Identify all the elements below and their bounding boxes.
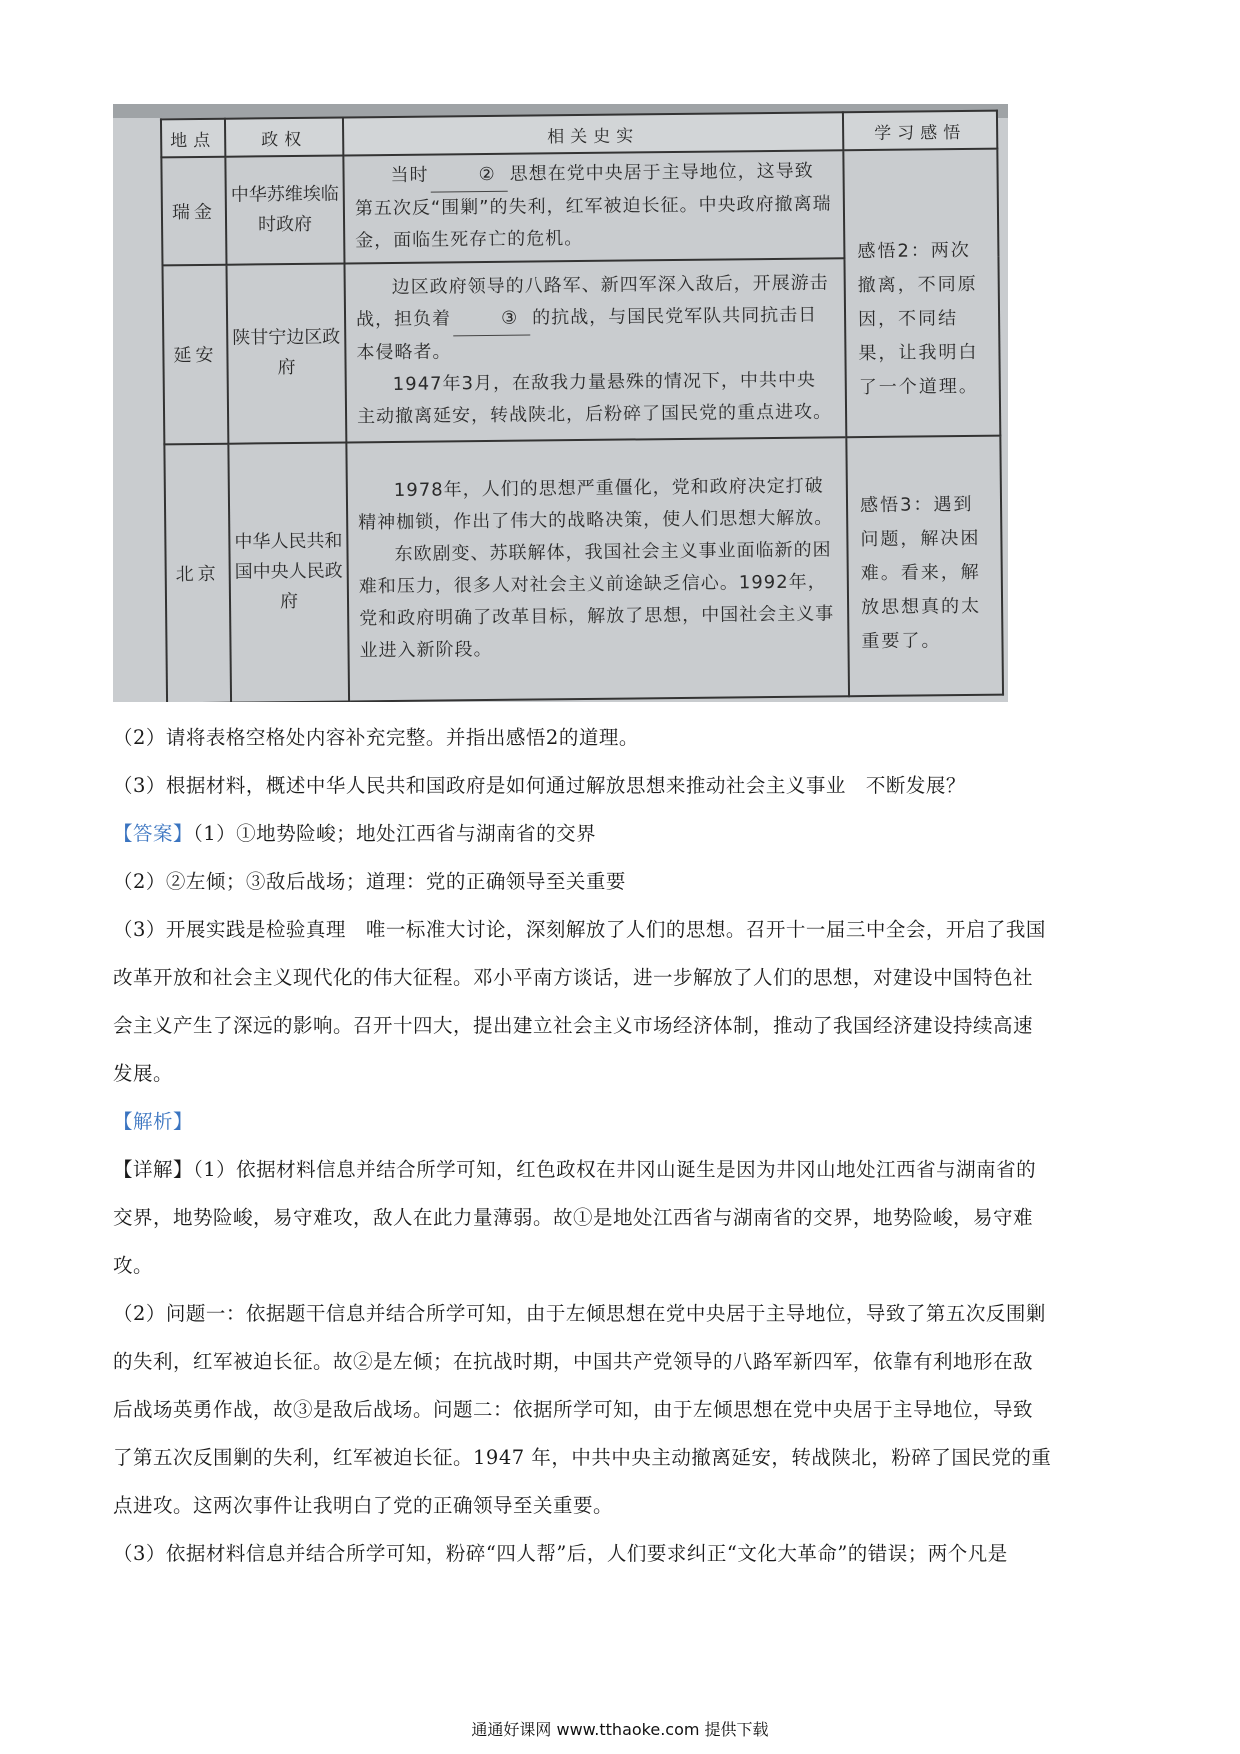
history-table [160,110,1004,702]
analysis-line: 后战场英勇作战，故③是敌后战场。问题二：依据所学可知，由于左倾思想在党中央居于主导地位，导致 [113,1398,1034,1421]
page-footer: 通通好课网 www.tthaoke.com 提供下载 [471,1720,769,1739]
row-government: 陕甘宁边区政府 [226,263,346,443]
question-3: （3）根据材料，概述中华人民共和国政府是如何通过解放思想来推动社会主义事业 不断发展？ [113,774,966,797]
answer-tag: 【答案】 [113,822,194,845]
answer-3-line: 发展。 [113,1062,174,1085]
row-location: 北京 [164,443,231,702]
row-government: 中华人民共和国中央人民政府 [228,442,349,702]
insight-3: 感悟3：遇到问题，解决困难。看来，解放思想真的太重要了。 [846,435,1003,696]
analysis-line: （2）问题一：依据题干信息并结合所学可知，由于左倾思想在党中央居于主导地位，导致了第五次反围剿 [113,1302,1046,1325]
row-location: 延安 [162,264,228,444]
row-facts [343,150,844,263]
row-facts [344,258,846,442]
table-row [164,435,1003,702]
row-location: 瑞金 [161,157,226,265]
fact-paragraph: 1947年3月，在敌我力量悬殊的情况下，中共中央主动撤离延安，转战陕北，后粉碎了国民党的重点进攻。 [356,369,833,428]
analysis-line: 攻。 [113,1254,154,1277]
header-insight: 学习感悟 [843,111,997,151]
fact-paragraph: 1978年，人们的思想严重僵化，党和政府决定打破精神枷锁，作出了伟大的战略决策，使人们思想大解放。 [358,475,834,534]
question-2: （2）请将表格空格处内容补充完整。并指出感悟2的道理。 [113,726,639,749]
answer-3-line: 改革开放和社会主义现代化的伟大征程。邓小平南方谈话，进一步解放了人们的思想，对建设中国特色社 [113,966,1034,989]
header-facts: 相关史实 [343,112,843,155]
answer-1: 【答案】（1）①地势险峻；地处江西省与湖南省的交界 [113,822,597,845]
answer-3-line: 会主义产生了深远的影响。召开十四大，提出建立社会主义市场经济体制，推动了我国经济建设持续高速 [113,1014,1034,1037]
fact-paragraph: 当时 ② 思想在党中央居于主导地位，这导致第五次反“围剿”的失利，红军被迫长征。中央政府撤离瑞金，面临生死存亡的危机。 [354,161,832,252]
answer-2: （2）②左倾；③敌后战场；道理：党的正确领导至关重要 [113,870,626,893]
blank-3: ③ [453,302,530,336]
fact-paragraph: 边区政府领导的八路军、新四军深入敌后，开展游击战，担负着 ③ 的抗战，与国民党军队共同抗击日本侵略者。 [355,272,829,364]
analysis-tag: 【解析】 [113,1110,194,1133]
fact-paragraph: 东欧剧变、苏联解体，我国社会主义事业面临新的困难和压力，很多人对社会主义前途缺乏信心。1992年，党和政府明确了改革目标，解放了思想，中国社会主义事业进入新阶段。 [358,539,835,662]
insight-2: 感悟2：两次撤离，不同原因，不同结果，让我明白了一个道理。 [843,149,1000,437]
blank-2: ② [430,159,507,193]
table-photo [113,104,1008,702]
analysis-line: 的失利，红军被迫长征。故②是左倾；在抗战时期，中国共产党领导的八路军新四军，依靠有利地形在敌 [113,1350,1034,1373]
row-facts [346,437,849,702]
detail-tag: 【详解】 [113,1158,194,1181]
analysis-line: 点进攻。这两次事件让我明白了党的正确领导至关重要。 [113,1494,614,1517]
table-row [161,149,998,265]
analysis-line: 了第五次反围剿的失利，红军被迫长征。1947 年，中共中央主动撤离延安，转战陕北，粉碎了国民党的重 [113,1446,1052,1469]
row-government: 中华苏维埃临时政府 [225,156,344,265]
answer-3-line: （3）开展实践是检验真理 唯一标准大讨论，深刻解放了人们的思想。召开十一届三中全会，开启了我国 [113,918,1046,941]
analysis-line: （3）依据材料信息并结合所学可知，粉碎“四人帮”后，人们要求纠正“文化大革命”的错误；两个凡是 [113,1542,1008,1565]
analysis-line: 交界，地势险峻，易守难攻，敌人在此力量薄弱。故①是地处江西省与湖南省的交界，地势险峻，易守难 [113,1206,1034,1229]
header-government: 政权 [225,117,343,156]
header-location: 地点 [161,119,225,158]
analysis-line: 【详解】（1）依据材料信息并结合所学可知，红色政权在井冈山诞生是因为井冈山地处江西省与湖南省的 [113,1158,1037,1181]
